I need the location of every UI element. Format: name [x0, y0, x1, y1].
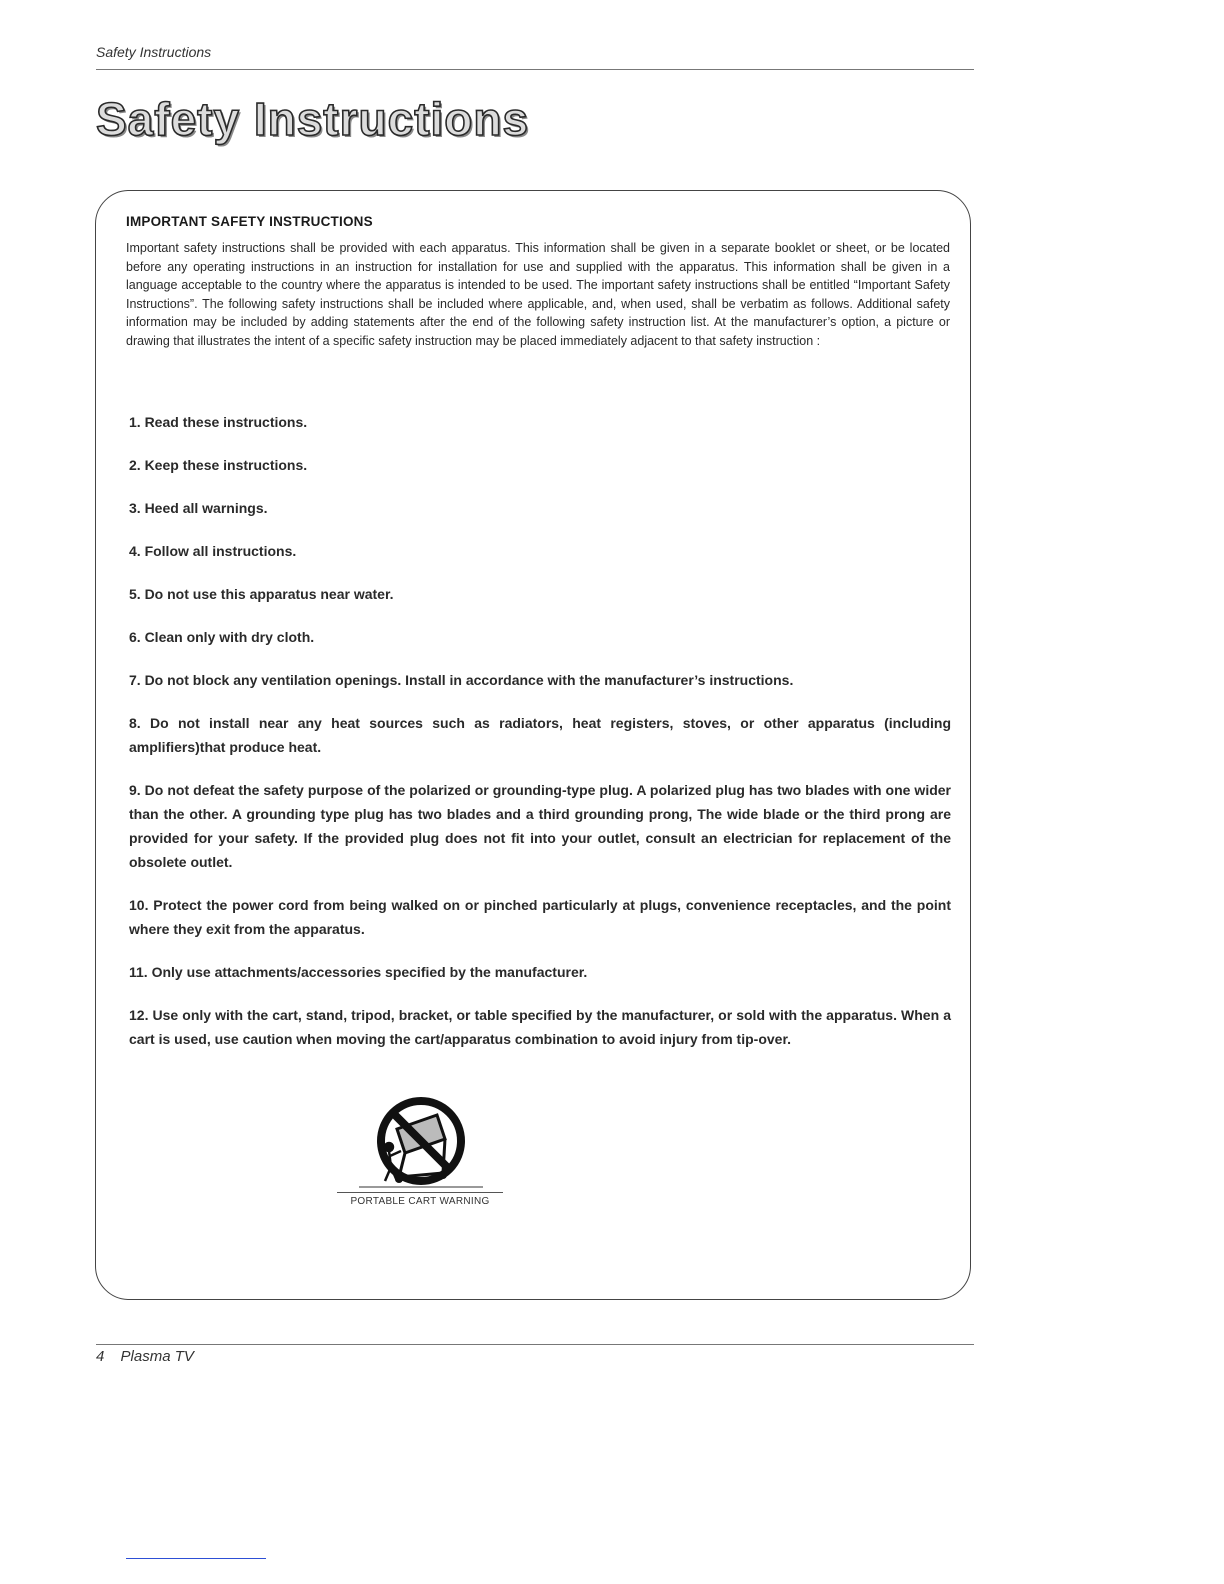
instruction-item: 12. Use only with the cart, stand, tripod, bracket, or table specified by the manufacturer, or sold with the apparatus. When a cart is used, use caution when moving the cart/apparatus combination to avoid injury from tip-over.: [129, 1007, 951, 1047]
page-title: Safety Instructions: [96, 93, 530, 145]
figure-caption-rule: [337, 1192, 503, 1193]
product-name: Plasma TV: [120, 1348, 194, 1365]
page-footer: [96, 1348, 194, 1365]
instruction-item: 7. Do not block any ventilation openings. Install in accordance with the manufacturer’s instructions.: [129, 672, 794, 688]
running-header: Safety Instructions: [96, 44, 212, 60]
instruction-item: 3. Heed all warnings.: [129, 500, 268, 516]
instruction-item: 8. Do not install near any heat sources such as radiators, heat registers, stoves, or other apparatus (including amplifiers)that produce heat.: [129, 715, 951, 755]
instruction-item: 10. Protect the power cord from being walked on or pinched particularly at plugs, convenience receptacles, and the point where they exit from the apparatus.: [129, 897, 951, 937]
intro-heading: IMPORTANT SAFETY INSTRUCTIONS: [126, 214, 373, 229]
portable-cart-warning-icon: [359, 1093, 483, 1189]
intro-paragraph: Important safety instructions shall be provided with each apparatus. This information shall be given in a separate booklet or sheet, or be located before any operating instructions in an instruction for installation for use and supplied with the apparatus. This information shall be given in a language acceptable to the country where the apparatus is intended to be used. The important safety instructions shall be entitled “Important Safety Instructions”. The following safety instructions shall be included where applicable, and, when used, shall be verbatim as follows. Additional safety information may be included by adding statements after the end of the following safety instruction list. At the manufacturer’s option, a picture or drawing that illustrates the intent of a specific safety instruction may be placed immediately adjacent to that safety instruction :: [126, 241, 950, 348]
instruction-item: 6. Clean only with dry cloth.: [129, 629, 315, 645]
instruction-list: [129, 410, 951, 1070]
instruction-item: 1. Read these instructions.: [129, 414, 308, 430]
instruction-item: 2. Keep these instructions.: [129, 457, 308, 473]
figure-caption: PORTABLE CART WARNING: [350, 1196, 490, 1207]
instruction-item: 11. Only use attachments/accessories specified by the manufacturer.: [129, 964, 588, 980]
blue-underline: [126, 1558, 266, 1559]
instruction-item: 5. Do not use this apparatus near water.: [129, 586, 394, 602]
instruction-item: 9. Do not defeat the safety purpose of the polarized or grounding-type plug. A polarized plug has two blades with one wider than the other. A grounding type plug has two blades and a third grounding prong, The wide blade or the third prong are provided for your safety. If the provided plug does not fit into your outlet, consult an electrician for replacement of the obsolete outlet.: [129, 782, 951, 870]
page-number: 4: [96, 1348, 105, 1365]
header-divider: [96, 69, 974, 70]
intro-section: [126, 214, 950, 351]
portable-cart-figure: [337, 1093, 505, 1213]
instruction-item: 4. Follow all instructions.: [129, 543, 297, 559]
footer-divider: [96, 1344, 974, 1345]
